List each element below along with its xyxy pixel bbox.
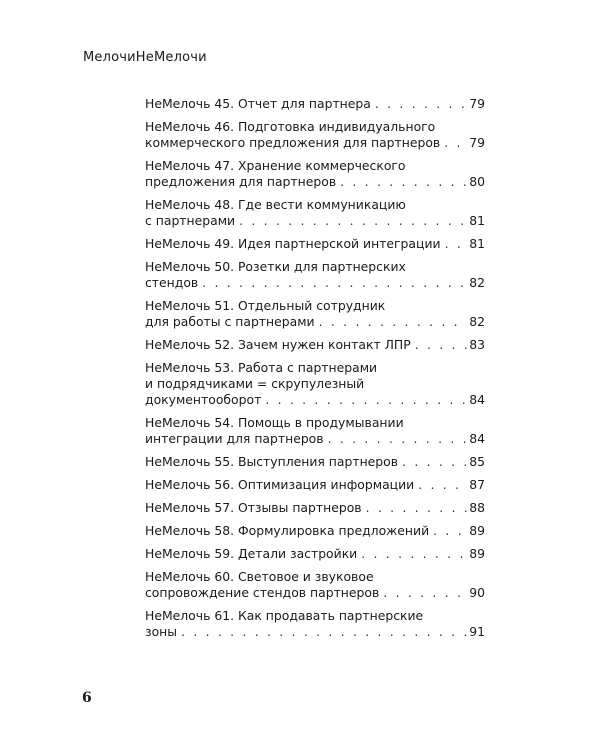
toc-entry-title-line: для работы с партнерами <box>145 314 315 329</box>
dot-leader <box>239 213 467 229</box>
toc-entry-title-line: НеМелочь 53. Работа с партнерами <box>145 360 378 375</box>
toc-entry-last-line <box>145 523 485 539</box>
toc-entry[interactable] <box>145 569 485 601</box>
toc-entry-last-line <box>145 546 485 562</box>
running-header: МелочиНеМелочи <box>83 50 207 65</box>
dot-leader <box>445 236 467 252</box>
toc-entry-title-line: НеМелочь 55. Выступления партнеров <box>145 454 399 469</box>
toc-entry-page: 91 <box>469 624 485 639</box>
dot-leader <box>366 500 467 516</box>
toc-entry-page: 82 <box>469 275 485 290</box>
dot-leader <box>444 135 467 151</box>
toc-entry-title-line: стендов <box>145 275 199 290</box>
toc-entry-last-line <box>145 314 485 330</box>
toc-entry[interactable] <box>145 454 485 470</box>
toc-entry-title-line: НеМелочь 59. Детали застройки <box>145 546 358 561</box>
toc-entry-last-line <box>145 454 485 470</box>
table-of-contents <box>145 96 485 647</box>
toc-entry-last-line <box>145 337 485 353</box>
toc-entry[interactable] <box>145 608 485 640</box>
toc-entry-title-line: НеМелочь 57. Отзывы партнеров <box>145 500 362 515</box>
toc-entry[interactable] <box>145 523 485 539</box>
toc-entry-title-line: НеМелочь 46. Подготовка индивидуального <box>145 119 436 134</box>
toc-entry[interactable] <box>145 415 485 447</box>
toc-entry-title-line: НеМелочь 47. Хранение коммерческого <box>145 158 406 173</box>
toc-entry-page: 90 <box>469 585 485 600</box>
dot-leader <box>265 392 467 408</box>
dot-leader <box>361 546 467 562</box>
toc-entry-last-line <box>145 174 485 190</box>
dot-leader <box>340 174 467 190</box>
toc-entry-title-line: НеМелочь 49. Идея партнерской интеграции <box>145 236 441 251</box>
toc-entry[interactable] <box>145 298 485 330</box>
toc-entry-last-line <box>145 236 485 252</box>
toc-entry-last-line <box>145 135 485 151</box>
toc-entry[interactable] <box>145 360 485 408</box>
toc-entry-page: 84 <box>469 392 485 407</box>
toc-entry-page: 87 <box>469 477 485 492</box>
dot-leader <box>202 275 467 291</box>
toc-entry-last-line <box>145 392 485 408</box>
toc-entry[interactable] <box>145 477 485 493</box>
toc-entry-title-line: документооборот <box>145 392 262 407</box>
dot-leader <box>415 337 467 353</box>
toc-entry-last-line <box>145 477 485 493</box>
toc-entry-last-line <box>145 213 485 229</box>
toc-entry-page: 81 <box>469 236 485 251</box>
dot-leader <box>402 454 467 470</box>
toc-entry[interactable] <box>145 158 485 190</box>
toc-entry-title-line: интеграции для партнеров <box>145 431 324 446</box>
toc-entry-title-line: сопровождение стендов партнеров <box>145 585 380 600</box>
toc-entry-title-line: НеМелочь 58. Формулировка предложений <box>145 523 430 538</box>
toc-entry-title-line: НеМелочь 50. Розетки для партнерских <box>145 259 406 274</box>
toc-entry-title-line: и подрядчиками = скрупулезный <box>145 376 365 391</box>
dot-leader <box>418 477 467 493</box>
toc-entry-last-line <box>145 500 485 516</box>
toc-entry-page: 79 <box>469 96 485 111</box>
toc-entry-title-line: НеМелочь 56. Оптимизация информации <box>145 477 415 492</box>
toc-entry[interactable] <box>145 500 485 516</box>
toc-entry-last-line <box>145 624 485 640</box>
toc-entry-page: 82 <box>469 314 485 329</box>
toc-entry-page: 88 <box>469 500 485 515</box>
toc-entry-title-line: НеМелочь 45. Отчет для партнера <box>145 96 371 111</box>
dot-leader <box>181 624 467 640</box>
dot-leader <box>433 523 467 539</box>
dot-leader <box>319 314 467 330</box>
toc-entry-title-line: НеМелочь 52. Зачем нужен контакт ЛПР <box>145 337 411 352</box>
toc-entry-title-line: НеМелочь 60. Световое и звуковое <box>145 569 374 584</box>
toc-entry-title-line: НеМелочь 54. Помощь в продумывании <box>145 415 404 430</box>
toc-entry-title-line: НеМелочь 48. Где вести коммуникацию <box>145 197 406 212</box>
toc-entry-page: 84 <box>469 431 485 446</box>
toc-entry-page: 89 <box>469 523 485 538</box>
dot-leader <box>383 585 467 601</box>
toc-entry[interactable] <box>145 197 485 229</box>
toc-entry[interactable] <box>145 96 485 112</box>
toc-entry[interactable] <box>145 236 485 252</box>
page-number: 6 <box>82 690 92 706</box>
toc-entry[interactable] <box>145 546 485 562</box>
toc-entry-title-line: коммерческого предложения для партнеров <box>145 135 441 150</box>
toc-entry-page: 85 <box>469 454 485 469</box>
toc-entry-page: 83 <box>469 337 485 352</box>
toc-entry-page: 80 <box>469 174 485 189</box>
toc-entry-last-line <box>145 431 485 447</box>
toc-entry-last-line <box>145 275 485 291</box>
toc-entry[interactable] <box>145 119 485 151</box>
toc-entry-title-line: с партнерами <box>145 213 236 228</box>
toc-entry[interactable] <box>145 337 485 353</box>
toc-entry-title-line: НеМелочь 51. Отдельный сотрудник <box>145 298 386 313</box>
toc-entry-title-line: зоны <box>145 624 178 639</box>
toc-entry-page: 89 <box>469 546 485 561</box>
dot-leader <box>328 431 467 447</box>
toc-entry-page: 81 <box>469 213 485 228</box>
dot-leader <box>375 96 467 112</box>
toc-entry-page: 79 <box>469 135 485 150</box>
toc-entry-last-line <box>145 585 485 601</box>
toc-entry[interactable] <box>145 259 485 291</box>
toc-entry-title-line: НеМелочь 61. Как продавать партнерские <box>145 608 424 623</box>
toc-entry-title-line: предложения для партнеров <box>145 174 337 189</box>
toc-entry-last-line <box>145 96 485 112</box>
